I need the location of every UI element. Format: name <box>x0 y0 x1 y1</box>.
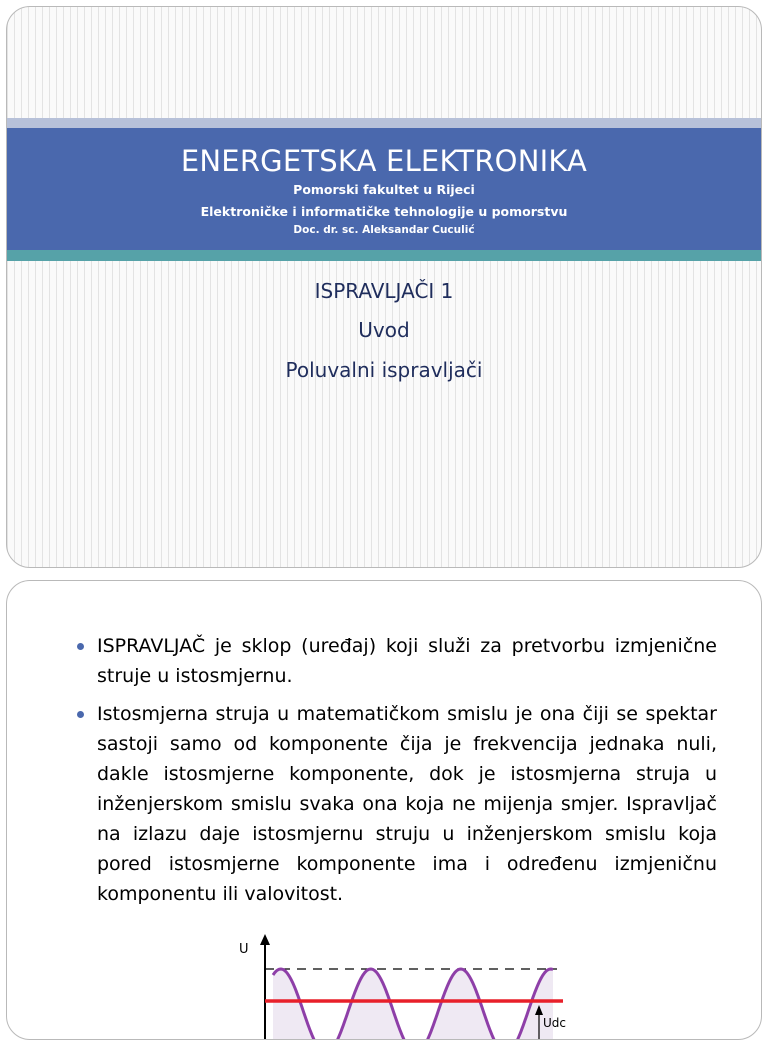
bullet-icon <box>77 643 84 650</box>
content-slide <box>6 580 762 1040</box>
waveform-fill <box>273 969 553 1040</box>
udc-label: Udc <box>543 1016 566 1030</box>
bullet-icon <box>77 711 84 718</box>
topic-line: ISPRAVLJAČI 1 <box>314 279 454 303</box>
bullet-item <box>77 699 717 909</box>
sine-waveform <box>273 969 553 1040</box>
y-axis-label: U <box>239 942 249 957</box>
y-axis-arrow-icon <box>260 934 270 945</box>
bullet-item <box>77 631 717 691</box>
bullet-text: ISPRAVLJAČ je sklop (uređaj) koji služi za pretvorbu izmjenične struje u istosmjernu. <box>97 635 717 687</box>
header-underline-band <box>7 250 761 261</box>
presentation-title: ENERGETSKA ELEKTRONIKA <box>180 144 588 178</box>
header-accent-band <box>7 118 761 128</box>
topic-line: Poluvalni ispravljači <box>285 358 483 382</box>
topic-line: Uvod <box>358 318 410 342</box>
author-name: Doc. dr. sc. Aleksandar Cuculić <box>293 224 475 236</box>
faculty-name: Pomorski fakultet u Rijeci <box>293 182 475 197</box>
title-slide <box>6 6 762 568</box>
bullet-text: Istosmjerna struja u matematičkom smislu je ona čiji se spektar sastoji samo od komponente čija je frekvencija jednaka nuli, dakle istosmjerne komponente, dok je istosmjerna struja u inženjerskom smislu svaka ona koja ne mijenja smjer. Ispravljač na izlazu daje istosmjernu struju u inženjerskom smislu koja pored istosmjerne komponente ima i određenu izmjeničnu komponentu ili valovitost. <box>97 703 717 905</box>
header-band <box>7 128 761 250</box>
program-name: Elektroničke i informatičke tehnologije u pomorstvu <box>200 204 568 219</box>
bullet-list <box>77 631 717 917</box>
